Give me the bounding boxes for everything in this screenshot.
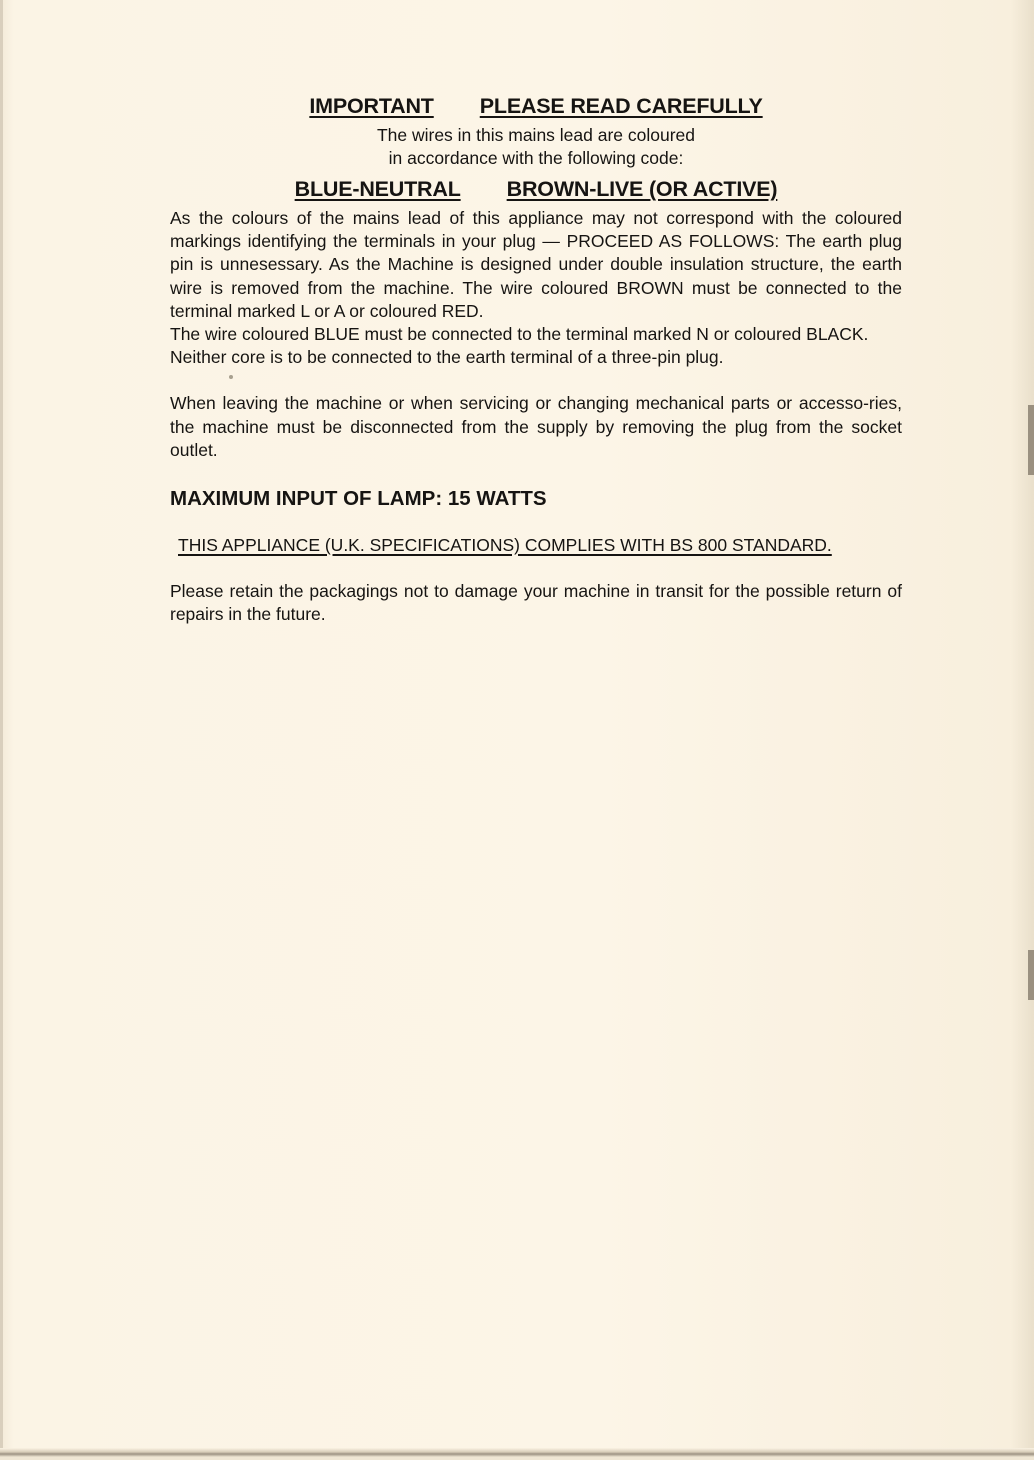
notice-heading [170,92,902,120]
page-right-edge-mark [1028,405,1034,475]
paragraph-packaging: Please retain the packagings not to damage your machine in transit for the possible return of repairs in the future. [170,581,902,625]
compliance-statement: THIS APPLIANCE (U.K. SPECIFICATIONS) COMPLIES WITH BS 800 STANDARD. [178,535,832,556]
intro-line-1: The wires in this mains lead are coloured [376,125,696,145]
paragraph-colours: As the colours of the mains lead of this appliance may not correspond with the coloured markings identifying the terminals in your plug — PROCEED AS FOLLOWS: The earth plug pin is unnesessary. As the Machine is designed under double insulation structure, the earth wire is removed from the machine. The wire coloured BROWN must be connected to the terminal marked L or A or coloured RED. [170,208,902,321]
code-blue-neutral: BLUE-NEUTRAL [294,177,461,201]
page-bottom-edge [0,1448,1034,1460]
heading-important: IMPORTANT [309,94,434,118]
wire-code-intro [170,124,902,170]
paragraph-blue-wire: The wire coloured BLUE must be connected to the terminal marked N or coloured BLACK. Neither core is to be connected to the earth terminal of a three-pin plug. [170,324,869,368]
page-right-edge-mark [1028,950,1034,1000]
code-brown-live: BROWN-LIVE (OR ACTIVE) [506,177,778,201]
wire-colour-code [170,175,902,203]
lamp-maximum-input: MAXIMUM INPUT OF LAMP: 15 WATTS [170,487,547,511]
heading-read-carefully: PLEASE READ CAREFULLY [479,94,763,118]
paragraph-disconnect: When leaving the machine or when servicing or changing mechanical parts or accesso-ries, the machine must be disconnected from the supply by removing the plug from the socket outlet. [170,393,902,460]
page-left-edge [0,0,3,1460]
intro-line-2: in accordance with the following code: [388,148,684,168]
notice-content [170,92,902,626]
